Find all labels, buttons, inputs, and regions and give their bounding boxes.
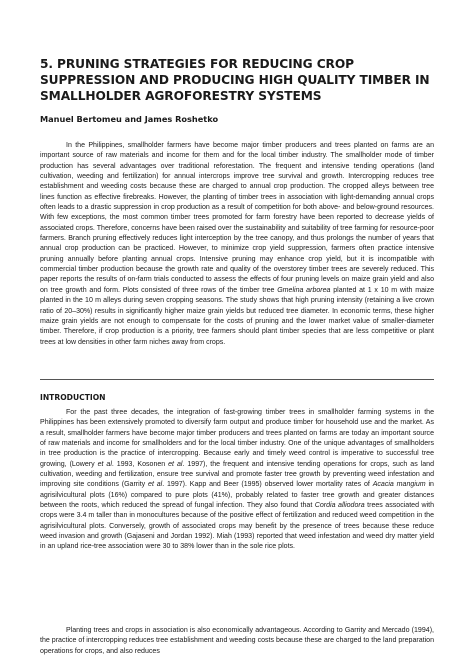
abstract-species-name: Gmelina arborea xyxy=(277,286,331,294)
intro-species-cordia: Cordia alliodora xyxy=(314,502,365,510)
section-divider xyxy=(40,379,434,380)
abstract-text-continued: planted at 1 x 10 m with maize planted in the 10 m alleys during seven cropping seasons. The study shows that high pruning intensity (retaining a live crown ratio of 20–30%) results in significantly higher maize grain yields but reduced tree diameter. In economic terms, these higher maize grain yields are not enough to compensate for the costs of pruning and the lower market value of smaller-diameter timber. Therefore, if crop production is a priority, tree farmers should plant timber species that are less competitive or plant trees at low densities in other farm niches away from crops. xyxy=(40,286,435,346)
intro-text: trees associated with crops were 3.4 m taller than in monocultures because of the positive effect of fertilization and reduced weed competition in the agrisilvicultural plots. Conversely, growth of associated crops may benefit by the presence of trees because these reduce weed invasion and growth (Gajaseni and Jordan 1992). Miah (1993) reported that weed infestation and weed dry matter yield in an upland rice-tree association were 30 to 38% lower than in the sole rice plots. xyxy=(40,502,435,551)
introduction-paragraph-2: Planting trees and crops in association is also economically advantageous. According to Garrity and Mercado (1994), the practice of intercropping reduces tree establishment and weeding costs because these are charged to the land preparation operations for crops, and also reduces xyxy=(40,627,434,655)
chapter-title: 5. PRUNING STRATEGIES FOR REDUCING CROP SUPPRESSION AND PRODUCING HIGH QUALITY TIMBER IN SMALLHOLDER AGROFORESTRY SYSTEMS xyxy=(40,57,430,104)
intro-et-al: et al xyxy=(148,481,163,489)
abstract-paragraph xyxy=(40,141,434,348)
intro-text: . 1993, Kosonen xyxy=(111,460,169,468)
section-heading-introduction: INTRODUCTION xyxy=(40,393,106,402)
intro-text: For the past three decades, the integration of fast-growing timber trees in smallholder farming systems in the Philippines has been extensively promoted to diversify farm output and produce timber for household use and the market. As a result, smallholder farmers have become major timber producers and trees planted on farms are today an important source of raw materials and income for smallholders and for the local timber industry. One of the unique advantages of smallholders in tree production is the practice of intercropping. Because early and timely weed control is imperative to successful tree growing, (Lowery xyxy=(40,409,434,468)
author-line: Manuel Bertomeu and James Roshetko xyxy=(40,114,219,124)
intro-et-al: et al xyxy=(97,460,112,468)
intro-species-acacia: Acacia mangium xyxy=(372,481,426,489)
introduction-paragraph-1 xyxy=(40,408,434,553)
intro-et-al: et al xyxy=(168,460,183,468)
intro-text: . 1997). Kapp and Beer (1995) observed lower mortality rates of xyxy=(162,481,373,489)
intro-text: . 1997), the frequent and intensive tending operations for crops, such as land cultivation, weeding and fertilization, ensure tree survival and promote faster tree growth by preventing weed infestation and improving site conditions (Garrity xyxy=(40,460,434,489)
abstract-text: In the Philippines, smallholder farmers have become major timber producers and trees planted on farms are an important source of raw materials and income for them and for the local timber industry. The smallholder mode of timber production has several advantages over traditional reforestation. The frequent and intensive tending operations (land cultivation, weeding and fertilization) for annual intercrops improve tree survival and growth. Intercropping reduces tree establishment and weeding costs because these are charged to annual crop production. The cropped alleys between tree lines function as effective firebreaks. However, the planting of timber trees in association with light-demanding annual crops often leads to a drastic suppression in crop production as a result of competition for both above- and below-ground resources. With few exceptions, the most common timber trees promoted for farm forestry have been reported to decrease yields of associated crops. Therefore, concerns have been raised over the sustainability and suitability of tree farming for resource-poor farmers. Branch pruning effectively reduces light interception by the tree canopy, and thus prolongs the number of years that annual crop production can be practiced. However, to minimize crop yield suppression, farmers often practice intensive pruning annually before planting annual crops. Intensive pruning may enhance crop yield, but it is incompatible with commercial timber production because the growth rate and quality of the overstorey timber trees are severely reduced. This paper reports the results of on-farm trials conducted to assess the effects of four pruning levels on maize grain yield and also on tree growth and form. Plots consisted of three rows of the timber tree xyxy=(40,142,434,294)
intro-text: in agrisilvicultural plots (16%) compared to pure plots (41%), probably related to faster tree growth and greater distances between the roots, which reduced the spread of fungal infection. They also found that xyxy=(40,481,434,510)
